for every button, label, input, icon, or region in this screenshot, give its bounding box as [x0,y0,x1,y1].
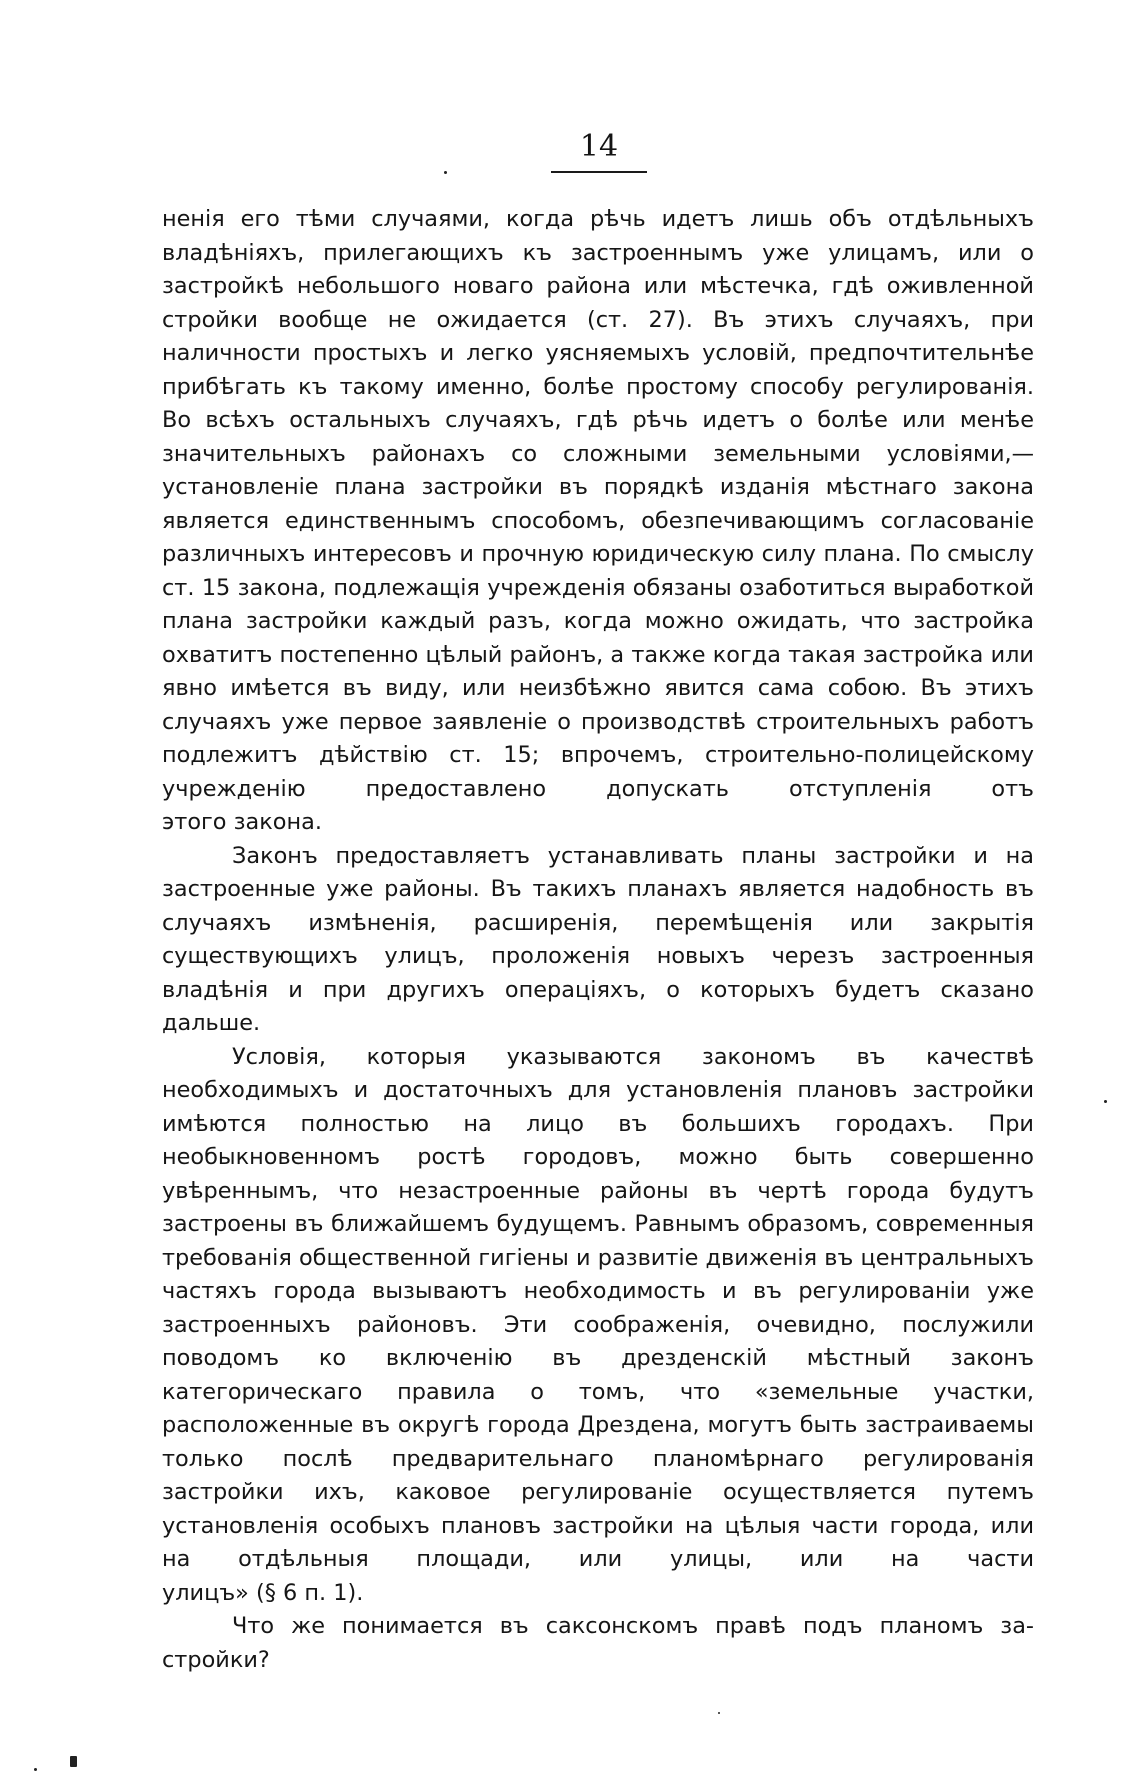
scan-speck [34,1768,37,1771]
scan-speck [70,1756,77,1767]
scan-speck [444,171,447,174]
page-number: 14 [579,129,619,164]
paragraph-4-last-line: стройки? [162,1646,270,1673]
paragraph-3-last-line: улицъ» (§ 6 п. 1). [162,1579,364,1606]
paragraph-4-body: Что же понимается въ саксонскомъ правѣ подъ планомъ за- [232,1613,1034,1639]
paragraph-1-last-line: этого закона. [162,809,322,835]
paragraph-2-body: Законъ предоставляетъ устанавливать планы застройки и на застроенные уже районы. Въ такихъ планахъ является надобность въ случаяхъ измѣненія, расширенія, перемѣщенія или закрытія существующихъ улицъ, проложенія новыхъ черезъ застроенныя владѣнія и при другихъ операціяхъ, о которыхъ будетъ сказано дальше. [162,842,1034,1036]
body-text [162,203,1034,1677]
page-number-rule [551,171,647,173]
scan-speck [1104,1100,1107,1103]
scan-speck [718,1712,720,1714]
paragraph-3-body: Условія, которыя указываются закономъ въ качествѣ необходимыхъ и достаточныхъ для установленія плановъ застройки имѣются полностью на лицо въ большихъ городахъ. При необыкновенномъ ростѣ городовъ, можно быть совершенно увѣреннымъ, что незастроенные районы въ чертѣ города будутъ застроены въ ближайшемъ будущемъ. Равнымъ образомъ, современныя требованія общественной гигіены и развитіе движенія въ центральныхъ частяхъ города вызываютъ необходимость и въ регулированіи уже застроенныхъ районовъ. Эти соображенія, очевидно, послужили поводомъ ко включенію въ дрезденскій мѣстный законъ категорическаго правила о томъ, что «земельные участки, расположенные въ округѣ города Дрездена, могутъ быть застраиваемы только послѣ предварительнаго планомѣрнаго регулированія застройки ихъ, каковое регулированіе осуществляется путемъ установленія особыхъ плановъ застройки на цѣлыя части города, или на отдѣльныя площади, или улицы, или на части [162,1043,1034,1572]
paragraph-1-body: ненія его тѣми случаями, когда рѣчь идетъ лишь объ отдѣльныхъ владѣніяхъ, прилегающихъ къ застроеннымъ уже улицамъ, или о застройкѣ небольшого новаго района или мѣстечка, гдѣ оживленной стройки вообще не ожидается (ст. 27). Въ этихъ случаяхъ, при наличности простыхъ и легко уясняемыхъ условій, предпочтительнѣе прибѣгать къ такому именно, болѣе простому способу регулированія. Во всѣхъ остальныхъ случаяхъ, гдѣ рѣчь идетъ о болѣе или менѣе значительныхъ районахъ со сложными земельными условіями,—установленіе плана застройки въ порядкѣ изданія мѣстнаго закона является единственнымъ способомъ, обезпечивающимъ согласованіе различныхъ интересовъ и прочную юридическую силу плана. По смыслу ст. 15 закона, подлежащія учрежденія обязаны озаботиться выработкой плана застройки каждый разъ, когда можно ожидать, что застройка охватитъ постепенно цѣлый районъ, а также когда такая застройка или явно имѣется въ виду, или неизбѣжно явится сама собою. Въ этихъ случаяхъ уже первое заявленіе о производствѣ строительныхъ работъ подлежитъ дѣйствію ст. 15; впрочемъ, строительно-полицейскому учрежденію предоставлено допускать отступленія отъ [162,206,1034,802]
